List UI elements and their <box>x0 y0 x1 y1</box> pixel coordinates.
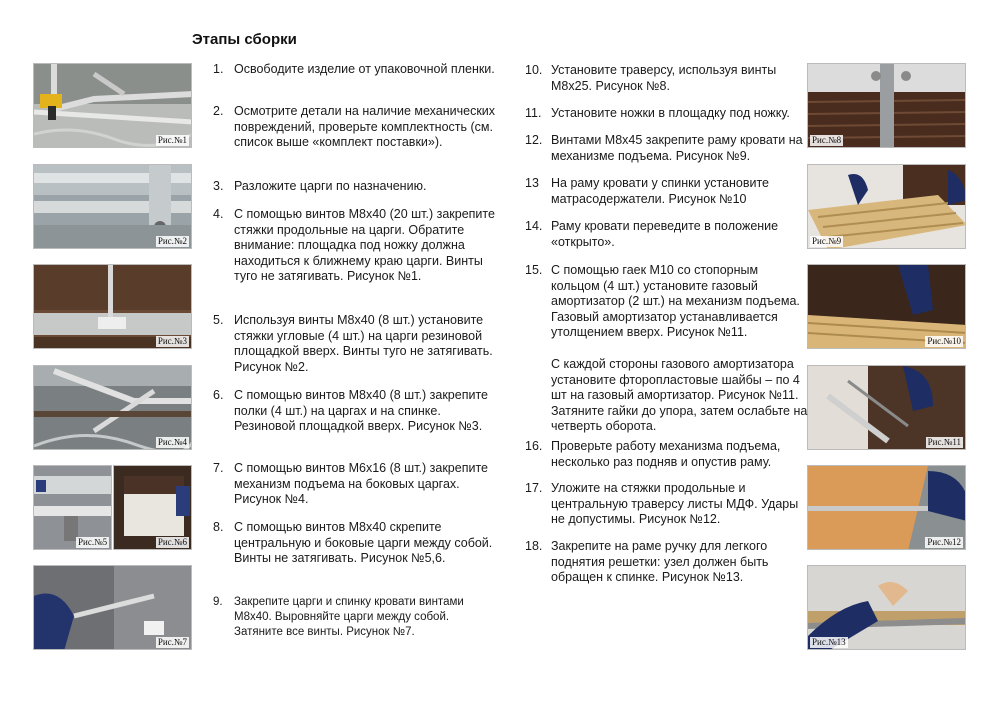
step-text: С помощью винтов М8х40 (8 шт.) закрепите полки (4 шт.) на царгах и на спинке. Резиновой площадкой вверх. Рисунок №3. <box>234 388 488 434</box>
step-2 <box>213 104 498 151</box>
step-6 <box>213 388 498 435</box>
figure-caption: Рис.№4 <box>157 437 187 447</box>
step-13 <box>525 176 810 207</box>
step-number: 14. <box>525 219 543 233</box>
step-text: Закрепите на раме ручку для легкого поднятия решетки: узел должен быть обращен к спинке. Рисунок №13. <box>551 539 769 585</box>
step-7 <box>213 461 498 508</box>
step-text: Закрепите царги и спинку кровати винтами М8х40. Выровняйте царги между собой. Затяните все винты. Рисунок №7. <box>234 596 464 638</box>
step-number: 9. <box>213 596 223 608</box>
figure-caption: Рис.№2 <box>157 236 187 246</box>
figure-11-photo <box>807 365 966 450</box>
step-17 <box>525 481 810 528</box>
step-text: Освободите изделие от упаковочной пленки. <box>234 62 495 76</box>
figure-2-photo <box>33 164 192 249</box>
figure-4-photo <box>33 365 192 450</box>
figure-caption: Рис.№7 <box>157 637 187 647</box>
step-text: С помощью гаек М10 со стопорным кольцом (4 шт.) установите газовый амортизатор (2 шт.) на механизм подъема. Газовый амортизатор устанавливается утолщением вверх. Рисунок №11. <box>551 263 800 340</box>
figure-10-photo <box>807 264 966 349</box>
step-15 <box>525 263 810 341</box>
step-text: Винтами М8х45 закрепите раму кровати на механизме подъема. Рисунок №9. <box>551 133 803 163</box>
figure-9-photo <box>807 164 966 249</box>
figure-8-photo <box>807 63 966 148</box>
step-number: 8. <box>213 520 224 534</box>
step-number: 12. <box>525 133 543 147</box>
step-16 <box>525 439 810 470</box>
figure-caption: Рис.№6 <box>157 537 187 547</box>
step-text: С помощью винтов М8х40 (20 шт.) закрепите стяжки продольные на царги. Обратите внимание: площадка под ножку должна находиться к ближнему краю царги. Винты туго не затягивать. Рисунок №1. <box>234 207 495 284</box>
step-number: 11. <box>525 106 542 120</box>
figure-caption: Рис.№3 <box>157 336 187 346</box>
figure-caption: Рис.№12 <box>927 537 961 547</box>
step-number: 3. <box>213 179 224 193</box>
page-title: Этапы сборки <box>192 31 297 48</box>
step-number: 17. <box>525 481 543 495</box>
step-number: 4. <box>213 207 224 221</box>
figure-caption: Рис.№5 <box>78 537 108 547</box>
step-text: Раму кровати переведите в положение «открыто». <box>551 219 779 249</box>
step-number: 6. <box>213 388 224 402</box>
step-text: Установите ножки в площадку под ножку. <box>551 106 790 120</box>
step-number: 1. <box>213 62 224 76</box>
step-number: 5. <box>213 313 224 327</box>
step-number: 2. <box>213 104 224 118</box>
step-1 <box>213 62 498 78</box>
figure-7-photo <box>33 565 192 650</box>
step-9 <box>213 595 498 640</box>
figure-caption: Рис.№9 <box>812 236 842 246</box>
step-4 <box>213 207 498 285</box>
step-18 <box>525 539 810 586</box>
step-text: С помощью винтов М8х40 скрепите центральную и боковые царги между собой. Винты не затягивать. Рисунок №5,6. <box>234 520 493 566</box>
figure-3-photo <box>33 264 192 349</box>
step-number: 15. <box>525 263 543 277</box>
step-text: Уложите на стяжки продольные и центральную траверсу листы МДФ. Удары не допустимы. Рисунок №12. <box>551 481 799 527</box>
figure-1-photo <box>33 63 192 148</box>
step-text: Установите траверсу, используя винты М8х25. Рисунок №8. <box>551 63 777 93</box>
figure-12-photo <box>807 465 966 550</box>
step-number: 10. <box>525 63 543 77</box>
figure-5-photo <box>33 465 112 550</box>
step-text: Проверьте работу механизма подъема, несколько раз подняв и опустив раму. <box>551 439 781 469</box>
step-text: Используя винты М8х40 (8 шт.) установите стяжки угловые (4 шт.) на царги резиновой площадкой вверх. Винты туго не затягивать. Рисунок №2. <box>234 313 493 374</box>
figure-caption: Рис.№8 <box>812 135 842 145</box>
step-10 <box>525 63 810 94</box>
figure-caption: Рис.№10 <box>927 336 961 346</box>
step-text: Разложите царги по назначению. <box>234 179 427 193</box>
step-number: 16. <box>525 439 543 453</box>
figure-caption: Рис.№13 <box>812 637 846 647</box>
step-number: 18. <box>525 539 543 553</box>
step-12 <box>525 133 810 164</box>
step-text: Осмотрите детали на наличие механических повреждений, проверьте комплектность (см. список выше «комплект поставки»). <box>234 104 496 150</box>
figure-caption: Рис.№11 <box>927 437 961 447</box>
step-11 <box>525 106 810 122</box>
step-text: На раму кровати у спинки установите матрасодержатели. Рисунок №10 <box>551 176 770 206</box>
step-5 <box>213 313 498 375</box>
figure-6-photo <box>113 465 192 550</box>
step-15-note <box>525 357 810 435</box>
step-number: 7. <box>213 461 224 475</box>
figure-13-photo <box>807 565 966 650</box>
step-text: С помощью винтов М6х16 (8 шт.) закрепите механизм подъема на боковых царгах. Рисунок №4. <box>234 461 488 507</box>
step-14 <box>525 219 810 250</box>
step-3 <box>213 179 498 195</box>
step-number: 13 <box>525 176 539 190</box>
figure-caption: Рис.№1 <box>157 135 187 145</box>
step-8 <box>213 520 498 567</box>
step-text: С каждой стороны газового амортизатора установите фторопластовые шайбы – по 4 шт на газовый амортизатор. Рисунок №11. Затяните гайки до упора, затем ослабьте на четверть оборота. <box>551 357 808 434</box>
